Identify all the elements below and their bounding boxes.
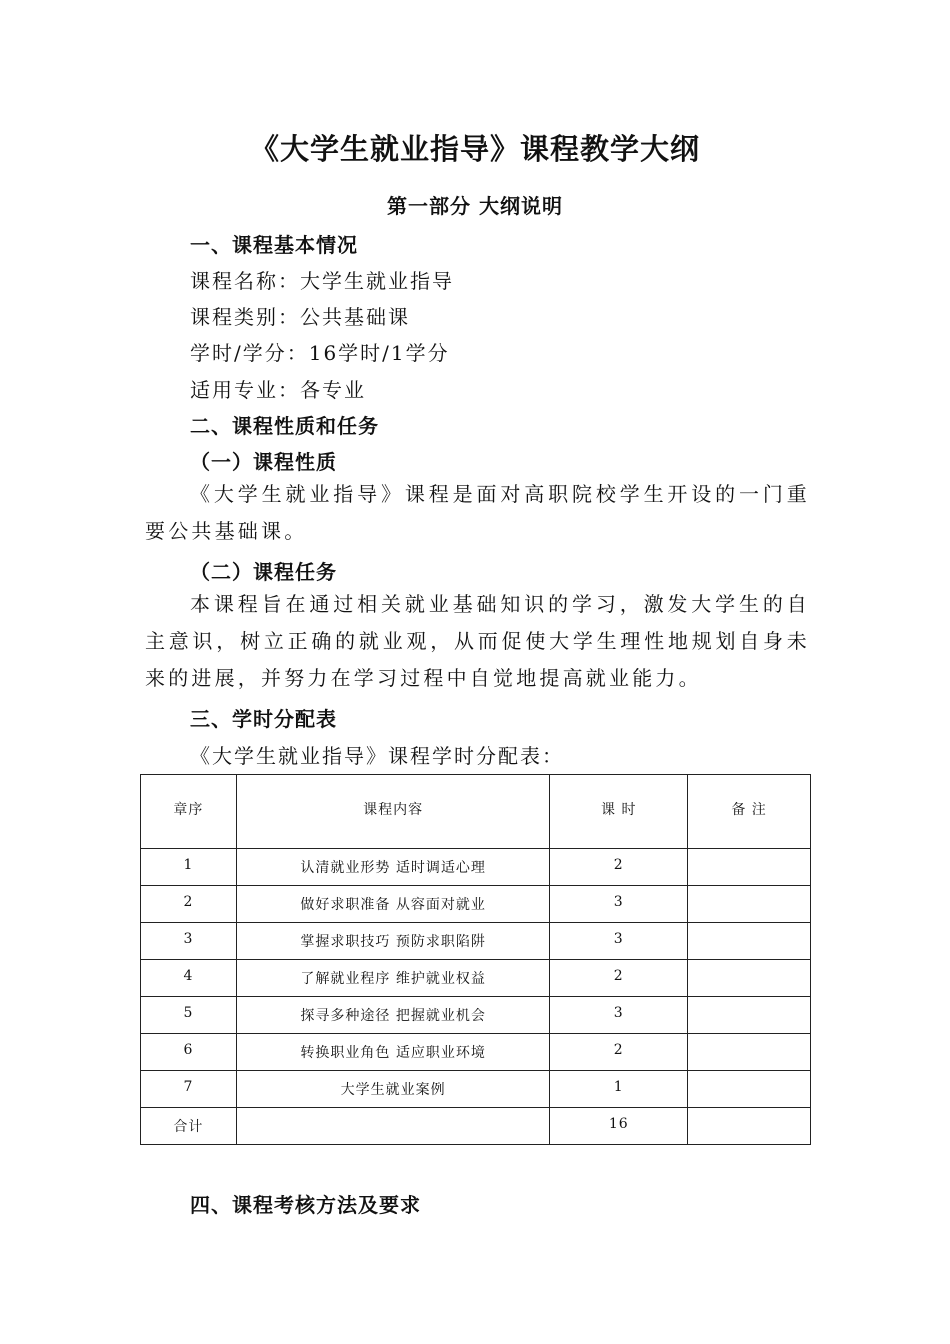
table-header-row (141, 775, 811, 849)
course-hours-credits: 学时/学分：16学时/1学分 (190, 341, 450, 365)
header-notes: 备 注 (688, 775, 811, 849)
section1-heading: 一、课程基本情况 (190, 233, 358, 257)
cell-content: 认清就业形势 适时调适心理 (236, 849, 550, 886)
cell-content: 转换职业角色 适应职业环境 (236, 1034, 550, 1071)
applicable-major: 适用专业：各专业 (190, 378, 366, 402)
cell-content: 掌握求职技巧 预防求职陷阱 (236, 923, 550, 960)
subsection-task-heading: （二）课程任务 (190, 560, 337, 584)
table-row (141, 923, 811, 960)
table-total-row (141, 1108, 811, 1145)
cell-notes (688, 1071, 811, 1108)
cell-content (236, 1108, 550, 1145)
section4-heading: 四、课程考核方法及要求 (190, 1193, 421, 1217)
course-type: 课程类别：公共基础课 (190, 305, 410, 329)
cell-notes (688, 997, 811, 1034)
table-row (141, 886, 811, 923)
cell-chapter: 2 (141, 886, 237, 923)
cell-hours: 2 (550, 1034, 688, 1071)
cell-hours: 3 (550, 886, 688, 923)
cell-notes (688, 1034, 811, 1071)
cell-hours: 2 (550, 849, 688, 886)
course-task-paragraph: 本课程旨在通过相关就业基础知识的学习，激发大学生的自主意识，树立正确的就业观，从而促使大学生理性地规划自身未来的进展，并努力在学习过程中自觉地提高就业能力。 (145, 592, 810, 690)
cell-notes (688, 886, 811, 923)
table-row (141, 1034, 811, 1071)
cell-chapter: 3 (141, 923, 237, 960)
cell-notes (688, 923, 811, 960)
cell-hours: 2 (550, 960, 688, 997)
cell-chapter: 1 (141, 849, 237, 886)
cell-content: 探寻多种途径 把握就业机会 (236, 997, 550, 1034)
part-heading: 第一部分 大纲说明 (387, 194, 563, 218)
cell-notes (688, 960, 811, 997)
cell-total-label: 合计 (141, 1108, 237, 1145)
cell-chapter: 6 (141, 1034, 237, 1071)
section2-heading: 二、课程性质和任务 (190, 414, 379, 438)
section3-heading: 三、学时分配表 (190, 707, 337, 731)
cell-notes (688, 849, 811, 886)
course-nature-paragraph: 《大学生就业指导》课程是面对高职院校学生开设的一门重要公共基础课。 (145, 482, 810, 543)
table-row (141, 960, 811, 997)
cell-content: 了解就业程序 维护就业权益 (236, 960, 550, 997)
hours-allocation-table (140, 774, 811, 1145)
cell-notes (688, 1108, 811, 1145)
header-hours: 课 时 (550, 775, 688, 849)
header-chapter: 章序 (141, 775, 237, 849)
cell-chapter: 4 (141, 960, 237, 997)
table-row (141, 1071, 811, 1108)
table-row (141, 849, 811, 886)
cell-hours: 3 (550, 997, 688, 1034)
cell-hours: 1 (550, 1071, 688, 1108)
cell-chapter: 7 (141, 1071, 237, 1108)
cell-content: 做好求职准备 从容面对就业 (236, 886, 550, 923)
cell-total-hours: 16 (550, 1108, 688, 1145)
header-content: 课程内容 (236, 775, 550, 849)
document-title: 《大学生就业指导》课程教学大纲 (249, 132, 700, 166)
cell-content: 大学生就业案例 (236, 1071, 550, 1108)
course-name: 课程名称：大学生就业指导 (190, 269, 454, 293)
subsection-nature-heading: （一）课程性质 (190, 450, 337, 474)
table-intro: 《大学生就业指导》课程学时分配表： (190, 744, 564, 768)
cell-hours: 3 (550, 923, 688, 960)
table-row (141, 997, 811, 1034)
cell-chapter: 5 (141, 997, 237, 1034)
